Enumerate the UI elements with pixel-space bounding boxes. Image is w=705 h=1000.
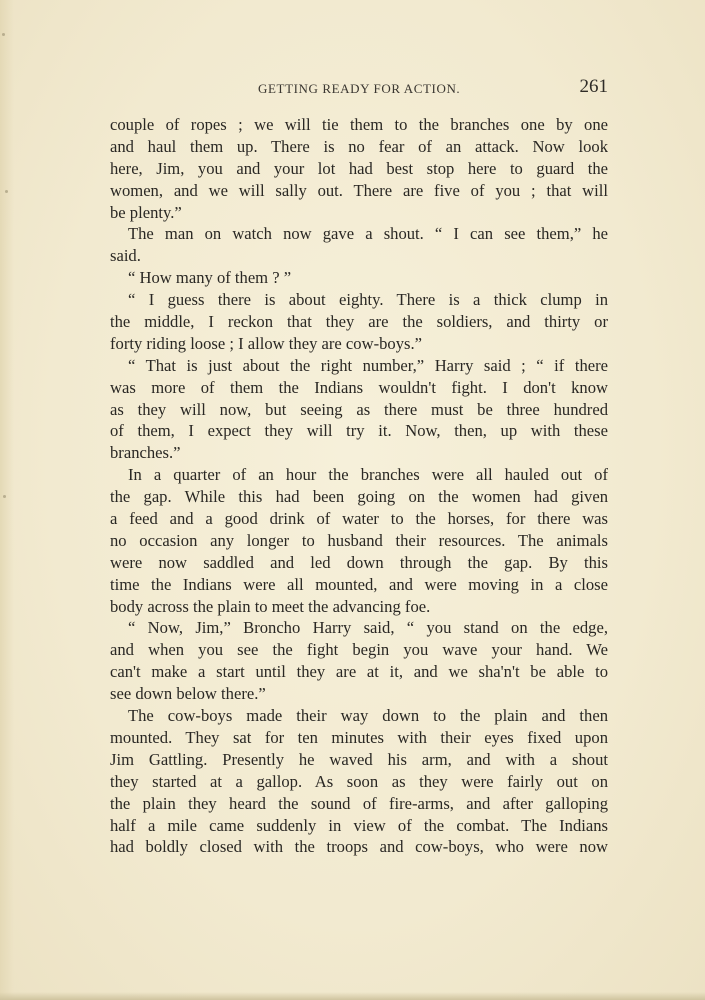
text-line: no occasion any longer to husband their resources. The animals — [110, 530, 608, 550]
text-line: can't make a start until they are at it, and we sha'n't be able to — [110, 662, 608, 682]
paper-speck — [2, 33, 5, 36]
gutter-shadow — [0, 0, 14, 1000]
text-line: branches.” — [110, 443, 181, 463]
page-number: 261 — [579, 76, 608, 97]
text-line: be plenty.” — [110, 202, 182, 222]
text-line: of them, I expect they will try it. Now, then, up with these — [110, 421, 608, 441]
text-line: and haul them up. There is no fear of an attack. Now look — [110, 136, 608, 156]
text-line: mounted. They sat for ten minutes with their eyes fixed upon — [110, 727, 608, 747]
paper-speck — [5, 190, 8, 193]
text-line: “ That is just about the right number,” Harry said ; “ if there — [128, 355, 608, 375]
text-line: women, and we will sally out. There are five of you ; that will — [110, 180, 608, 200]
text-line: In a quarter of an hour the branches were all hauled out of — [128, 465, 608, 485]
text-line: “ I guess there is about eighty. There is a thick clump in — [128, 290, 608, 310]
page-bottom-edge — [0, 992, 705, 1000]
text-line: were now saddled and led down through the gap. By this — [110, 552, 608, 572]
text-line: The cow-boys made their way down to the plain and then — [128, 706, 608, 726]
text-line: couple of ropes ; we will tie them to the branches one by one — [110, 115, 608, 134]
text-line: the gap. While this had been going on the women had given — [110, 487, 608, 507]
text-line: a feed and a good drink of water to the horses, for there was — [110, 509, 608, 529]
text-line: “ Now, Jim,” Broncho Harry said, “ you stand on the edge, — [128, 618, 608, 638]
text-line: had boldly closed with the troops and cow-boys, who were now — [110, 837, 608, 857]
text-line: was more of them the Indians wouldn't fight. I don't know — [110, 377, 608, 397]
text-line: the plain they heard the sound of fire-arms, and after galloping — [110, 793, 608, 813]
body-text — [110, 114, 608, 858]
text-line: body across the plain to meet the advancing foe. — [110, 596, 431, 616]
text-line: here, Jim, you and your lot had best stop here to guard the — [110, 158, 608, 178]
running-head: GETTING READY FOR ACTION. — [258, 81, 461, 96]
text-line: said. — [110, 246, 141, 266]
text-line: forty riding loose ; I allow they are cow-boys.” — [110, 333, 422, 353]
page-header — [110, 76, 608, 100]
paper-speck — [3, 495, 6, 498]
text-line: “ How many of them ? ” — [128, 268, 292, 288]
text-line: they started at a gallop. As soon as they were fairly out on — [110, 771, 608, 791]
text-line: time the Indians were all mounted, and were moving in a close — [110, 574, 608, 594]
text-line: half a mile came suddenly in view of the combat. The Indians — [110, 815, 608, 835]
text-line: see down below there.” — [110, 684, 266, 704]
text-line: as they will now, but seeing as there must be three hundred — [110, 399, 608, 419]
text-line: the middle, I reckon that they are the soldiers, and thirty or — [110, 312, 608, 332]
text-line: and when you see the fight begin you wave your hand. We — [110, 640, 608, 660]
text-line: Jim Gattling. Presently he waved his arm, and with a shout — [110, 749, 608, 769]
text-line: The man on watch now gave a shout. “ I can see them,” he — [128, 224, 608, 244]
